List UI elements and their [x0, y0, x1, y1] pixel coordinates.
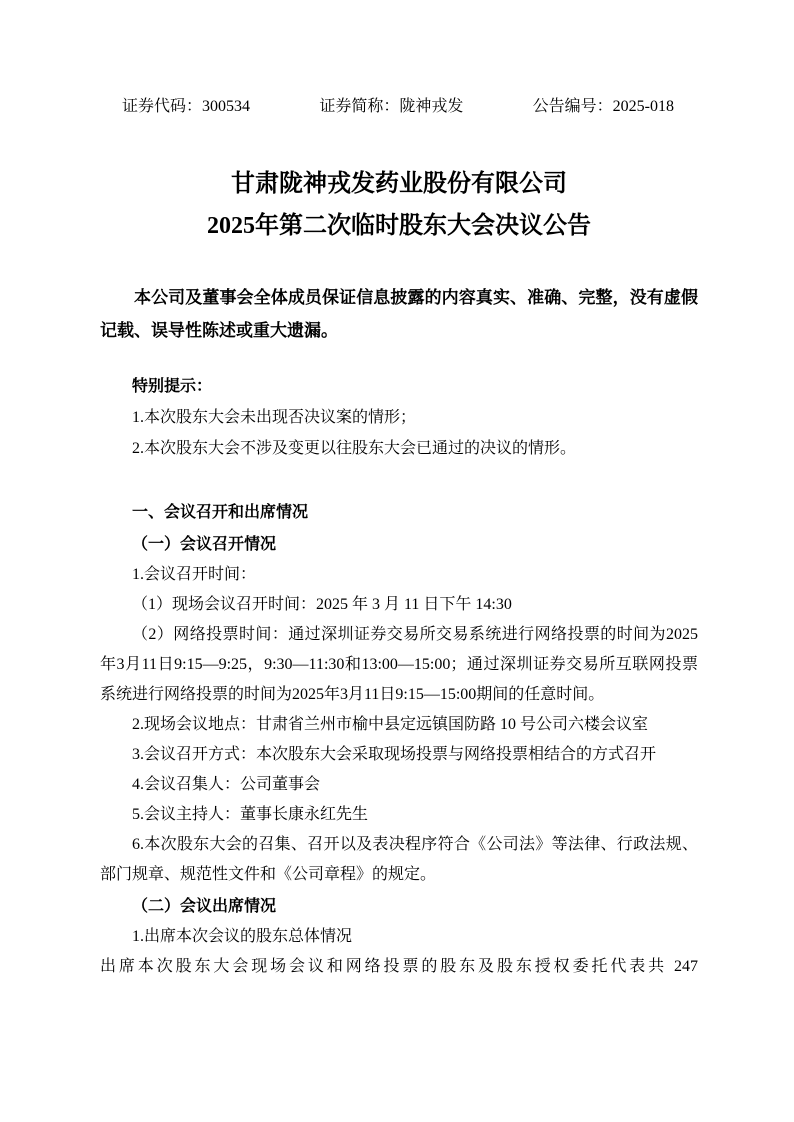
paragraph-meeting-place: 2.现场会议地点：甘肃省兰州市榆中县定远镇国防路 10 号公司六楼会议室 [132, 716, 649, 733]
subsection-1-1-heading: （一）会议召开情况 [132, 536, 277, 553]
section-meeting-convening [100, 498, 698, 982]
special-notice-block [100, 371, 698, 464]
paragraph-attendance-overview-label: 1.出席本次会议的股东总体情况 [132, 928, 353, 945]
paragraph-meeting-chair: 5.会议主持人：董事长康永红先生 [132, 806, 369, 823]
paragraph-meeting-time-label: 1.会议召开时间： [132, 566, 257, 583]
security-code: 证券代码：300534 [122, 98, 251, 115]
announcement-title: 2025年第二次临时股东大会决议公告 [207, 213, 591, 239]
paragraph-meeting-convener: 4.会议召集人：公司董事会 [132, 776, 321, 793]
paragraph-procedure-compliance: 6.本次股东大会的召集、召开以及表决程序符合《公司法》等法律、行政法规、部门规章、规范性文件和《公司章程》的规定。 [100, 836, 698, 883]
paragraph-meeting-method: 3.会议召开方式：本次股东大会采取现场投票与网络投票相结合的方式召开 [132, 746, 657, 763]
paragraph-attendance-count: 出席本次股东大会现场会议和网络投票的股东及股东授权委托代表共 247 [100, 958, 698, 975]
company-name-title: 甘肃陇神戎发药业股份有限公司 [231, 171, 567, 197]
doc-header [100, 97, 698, 117]
announcement-number: 公告编号：2025-018 [532, 98, 674, 115]
section-1-heading: 一、会议召开和出席情况 [132, 504, 309, 521]
document-title [100, 163, 698, 247]
special-notice-item-2: 2.本次股东大会不涉及变更以往股东大会已通过的决议的情形。 [132, 440, 577, 457]
declaration-paragraph: 本公司及董事会全体成员保证信息披露的内容真实、准确、完整，没有虚假记载、误导性陈述或重大遗漏。 [100, 288, 698, 340]
paragraph-onsite-meeting-time: （1）现场会议召开时间：2025 年 3 月 11 日下午 14:30 [132, 596, 512, 613]
security-short-name: 证券简称：陇神戎发 [319, 98, 464, 115]
special-notice-item-1: 1.本次股东大会未出现否决议案的情形； [132, 409, 417, 426]
special-notice-title: 特别提示： [132, 378, 213, 395]
paragraph-online-voting-time: （2）网络投票时间：通过深圳证券交易所交易系统进行网络投票的时间为2025年3月11日9:15—9:25，9:30—11:30和13:00—15:00；通过深圳证券交易所互联网投票系统进行网络投票的时间为2025年3月11日9:15—15:00期间的任意时间。 [100, 626, 698, 703]
subsection-1-2-heading: （二）会议出席情况 [132, 898, 277, 915]
